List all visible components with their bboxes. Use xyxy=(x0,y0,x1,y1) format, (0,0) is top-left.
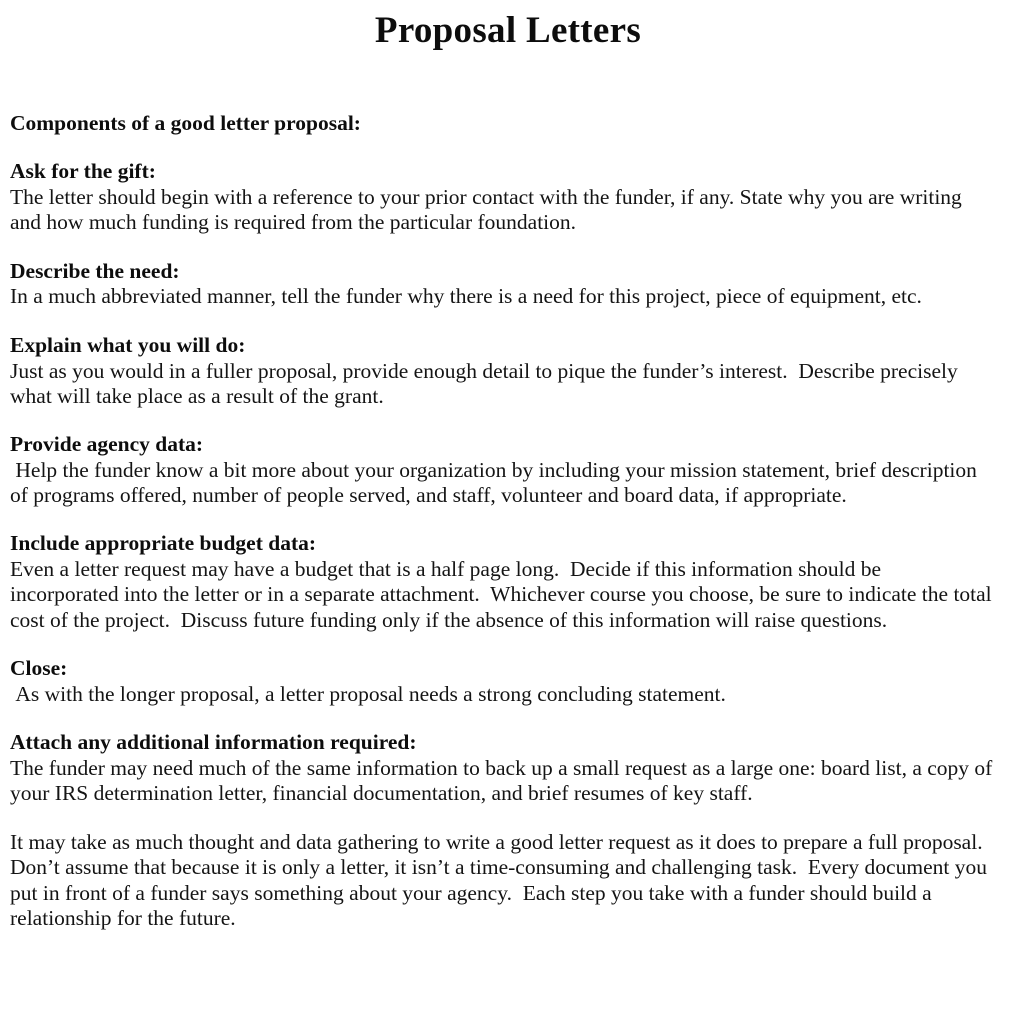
section-body: The funder may need much of the same information to back up a small request as a large one: board list, a copy of your IRS determination letter, financial documentation, and brief resumes of key staff. xyxy=(10,755,998,805)
lead-heading: Components of a good letter proposal: xyxy=(10,111,361,135)
document-body xyxy=(0,49,1024,931)
closing-paragraph: It may take as much thought and data gathering to write a good letter request as it does to prepare a full proposal. Don’t assume that because it is only a letter, it isn’t a time-consuming and challenging task. Every document you put in front of a funder says something about your agency. Each step you take with a funder should build a relationship for the future. xyxy=(10,830,994,930)
page-title: Proposal Letters xyxy=(374,10,642,51)
section-heading: Ask for the gift: xyxy=(10,159,156,184)
section-body: Even a letter request may have a budget that is a half page long. Decide if this information should be incorporated into the letter or in a separate attachment. Whichever course you choose, be sure to indicate the total cost of the project. Discuss future funding only if the absence of this information will raise questions. xyxy=(10,557,998,632)
section-provide-agency-data xyxy=(10,409,994,508)
section-explain-what-you-will-do xyxy=(10,310,994,409)
section-attach-any-additional-information-required xyxy=(10,707,998,806)
section-describe-the-need xyxy=(10,236,994,310)
section-ask-for-the-gift xyxy=(10,136,994,235)
section-close xyxy=(10,633,994,707)
section-heading: Describe the need: xyxy=(10,258,180,283)
section-include-appropriate-budget-data xyxy=(10,508,998,633)
section-heading: Close: xyxy=(10,655,68,680)
section-body: Help the funder know a bit more about your organization by including your mission statement, brief description of programs offered, number of people served, and staff, volunteer and board data, if appropriate. xyxy=(10,457,983,508)
section-heading: Explain what you will do: xyxy=(10,332,246,357)
section-body: The letter should begin with a reference to your prior contact with the funder, if any. State why you are writing and how much funding is required from the particular foundation. xyxy=(10,185,968,235)
section-body: In a much abbreviated manner, tell the funder why there is a need for this project, piece of equipment, etc. xyxy=(10,284,922,309)
section-body: Just as you would in a fuller proposal, provide enough detail to pique the funder’s interest. Describe precisely what will take place as a result of the grant. xyxy=(10,358,964,408)
section-heading: Include appropriate budget data: xyxy=(10,531,317,556)
section-heading: Attach any additional information required: xyxy=(10,729,417,754)
section-heading: Provide agency data: xyxy=(10,432,204,456)
section-body: As with the longer proposal, a letter proposal needs a strong concluding statement. xyxy=(10,681,726,706)
